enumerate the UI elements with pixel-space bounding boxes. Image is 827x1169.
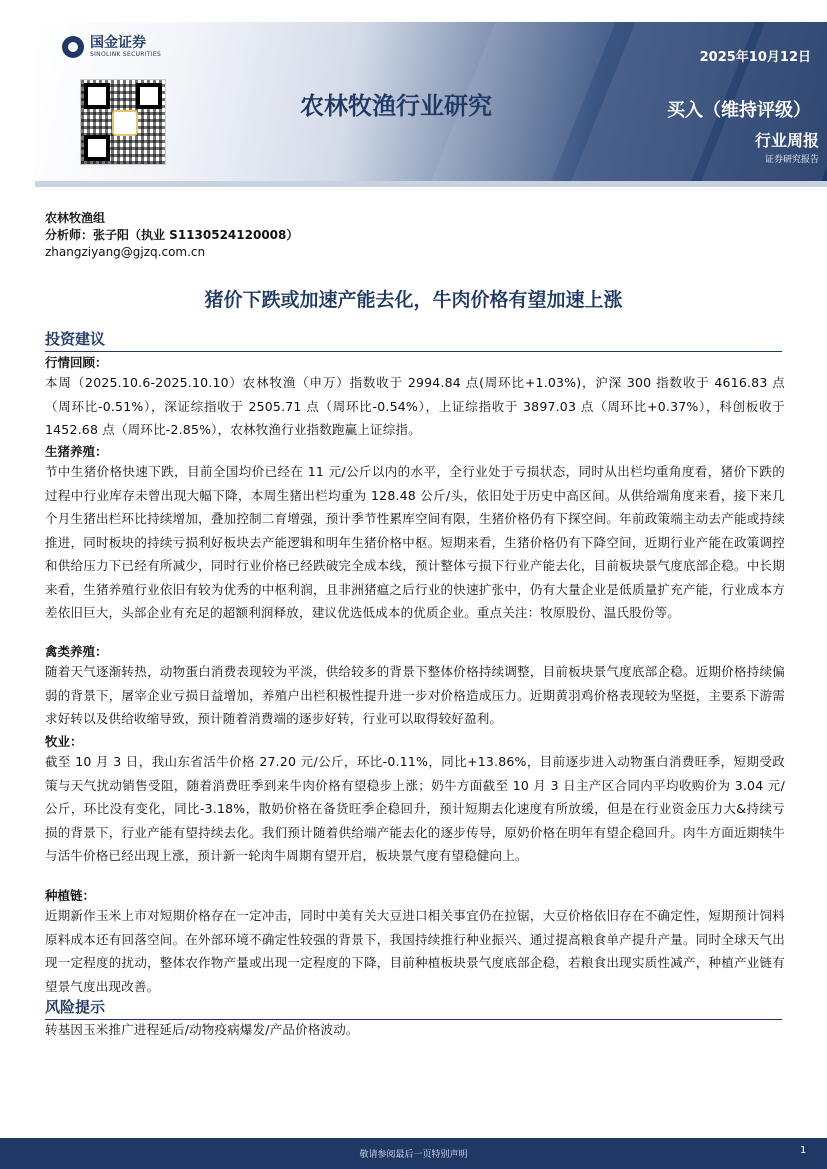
report-headline: 猪价下跌或加速产能去化，牛肉价格有望加速上涨 bbox=[204, 289, 623, 311]
analyst-email[interactable]: zhangziyang@gjzq.com.cn bbox=[45, 245, 206, 259]
paragraph-crop: 近期新作玉米上市对短期价格存在一定冲击，同时中美有关大豆进口相关事宜仍在拉锯，大豆价格依旧存在不确定性，短期预计饲料原料成本还有回落空间。在外部环境不确定性较强的背景下，我国持续推行种业振兴、通过提高粮食单产提升产量。同时全球天气出现一定程度的扰动，整体农作物产量或出现一定程度的下降，目前种植板块景气度底部企稳，若粮食出现实质性减产，种植产业链有望景气度出现改善。 bbox=[45, 908, 785, 994]
logo-name-cn: 国金证券 bbox=[90, 35, 146, 51]
footer-disclaimer-link[interactable]: 敬请参阅最后一页特别声明 bbox=[359, 1150, 468, 1160]
subhead-market: 行情回顾： bbox=[45, 355, 108, 370]
logo-name-en: SINOLINK SECURITIES bbox=[90, 51, 162, 58]
paragraph-market: 本周（2025.10.6-2025.10.10）农林牧渔（申万）指数收于 2994.84 点(周环比+1.03%)，沪深 300 指数收于 4616.83 点（周环比-0.51%），深证综指收于 2505.71 点（周环比-0.54%），上证综指收于 3897.03 点（周环比+0.37%），科创板收于 1452.68 点（周环比-2.85%），农林牧渔行业指数跑赢上证综指。 bbox=[45, 375, 785, 437]
section-title-risk: 风险提示 bbox=[45, 996, 782, 1020]
page-number: 1 bbox=[800, 1145, 807, 1156]
qr-center-logo-icon bbox=[112, 110, 138, 136]
qr-code-icon bbox=[80, 79, 166, 165]
industry-title: 农林牧渔行业研究 bbox=[300, 92, 492, 120]
banner-bottom-strip bbox=[35, 181, 827, 187]
subhead-cattle: 牧业： bbox=[45, 734, 83, 749]
subhead-hog: 生猪养殖： bbox=[45, 444, 108, 459]
paragraph-poultry: 随着天气逐渐转热，动物蛋白消费表现较为平淡，供给较多的背景下整体价格持续调整，目前板块景气度底部企稳。近期价格持续偏弱的背景下，屠宰企业亏损日益增加，养殖户出栏积极性提升进一步对价格造成压力。近期黄羽鸡价格表现较为坚挺，主要系下游需求好转以及供给收缩导致，预计随着消费端的逐步好转，行业可以取得较好盈利。 bbox=[45, 664, 785, 726]
paragraph-cattle: 截至 10 月 3 日，我山东省活牛价格 27.20 元/公斤，环比-0.11%，同比+13.86%，目前逐步进入动物蛋白消费旺季，短期受政策与天气扰动销售受阻，随着消费旺季到来牛肉价格有望稳步上涨；奶牛方面截至 10 月 3 日主产区合同内平均收购价为 3.04 元/公斤，环比没有变化，同比-3.18%，散奶价格在备货旺季企稳回升，预计短期去化速度有所放缓，但是在行业资金压力大&持续亏损的背景下，行业产能有望持续去化。我们预计随着供给端产能去化的逐步传导，原奶价格在明年有望企稳回升。肉牛方面近期犊牛与活牛价格已经出现上涨，预计新一轮肉牛周期有望开启，板块景气度有望稳健向上。 bbox=[45, 754, 785, 863]
analyst-info bbox=[45, 210, 298, 261]
subhead-crop: 种植链： bbox=[45, 888, 96, 903]
report-date: 2025年10月12日 bbox=[699, 50, 811, 65]
subhead-poultry: 禽类养殖： bbox=[45, 644, 108, 659]
analyst-name: 分析师：张子阳（执业 S1130524120008） bbox=[45, 228, 299, 242]
paragraph-hog: 节中生猪价格快速下跌，目前全国均价已经在 11 元/公斤以内的水平，全行业处于亏损状态，同时从出栏均重角度看，猪价下跌的过程中行业库存未曾出现大幅下降，本周生猪出栏均重为 128.48 公斤/头，依旧处于历史中高区间。从供给端角度来看，接下来几个月生猪出栏环比持续增加，叠加控制二育增强，预计季节性累库空间有限，生猪价格仍有下探空间。年前政策端主动去产能或持续推进，同时板块的持续亏损利好板块去产能逻辑和明年生猪价格中枢。短期来看，生猪价格仍有下降空间，近期行业产能在政策调控和供给压力下已经有所减少，同时行业价格已经跌破完全成本线，预计整体亏损下行业产能去化，目前板块景气度底部企稳。中长期来看，生猪养殖行业依旧有较为优秀的中枢利润，且非洲猪瘟之后行业的快速扩张中，仍有大量企业是低质量扩充产能，行业成本方差依旧巨大，头部企业有充足的超额利润释放，建议优选低成本的优质企业。重点关注：牧原股份、温氏股份等。 bbox=[45, 464, 785, 620]
paragraph-risk: 转基因玉米推广进程延后/动物疫病爆发/产品价格波动。 bbox=[45, 1022, 359, 1037]
report-type: 行业周报 bbox=[754, 131, 819, 150]
report-subtype: 证券研究报告 bbox=[764, 155, 819, 165]
company-logo bbox=[62, 36, 161, 58]
logo-icon bbox=[62, 36, 84, 58]
rating-badge: 买入（维持评级） bbox=[667, 100, 811, 121]
analyst-group: 农林牧渔组 bbox=[45, 211, 106, 225]
section-title-investment: 投资建议 bbox=[45, 328, 782, 352]
